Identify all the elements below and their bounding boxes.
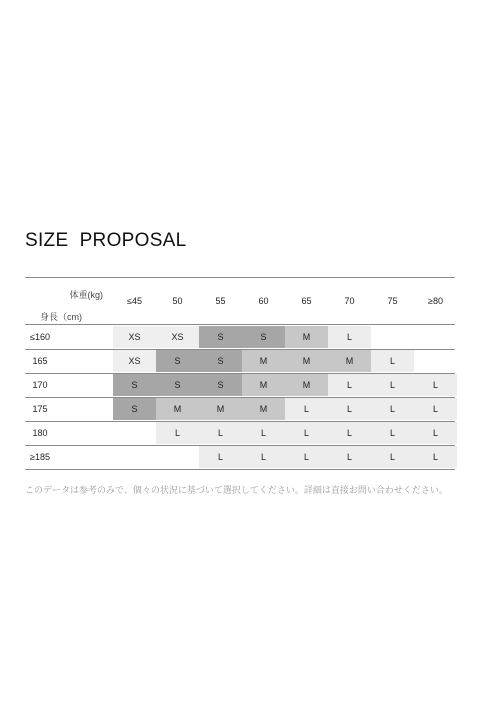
size-cell: L: [242, 422, 285, 444]
weight-header-cell: ≤45: [127, 296, 142, 306]
height-label: ≤160: [30, 332, 50, 342]
weight-header-cell: 70: [344, 296, 355, 306]
size-cell: S: [199, 326, 242, 348]
size-cell: [113, 446, 156, 468]
disclaimer-note: このデータは参考のみで、個々の状況に基づいて選択してください。詳細は直接お問い合わせください。: [25, 485, 448, 495]
table-row: [25, 398, 455, 420]
size-cell: L: [328, 422, 371, 444]
size-cell: L: [156, 422, 199, 444]
size-cell: S: [113, 374, 156, 396]
header-rule: [25, 324, 455, 325]
size-cell: M: [242, 374, 285, 396]
size-cell: M: [199, 398, 242, 420]
size-cell: S: [199, 350, 242, 372]
table-row: [25, 446, 455, 468]
size-cell: L: [414, 374, 457, 396]
table-row: [25, 350, 455, 372]
size-cell: S: [113, 398, 156, 420]
size-cell: L: [414, 422, 457, 444]
weight-header-cell: 55: [215, 296, 226, 306]
height-label: ≥185: [30, 452, 50, 462]
weight-header-cell: 75: [387, 296, 398, 306]
size-cell: L: [414, 446, 457, 468]
size-cell: [371, 326, 414, 348]
weight-header-label: 体重(kg): [69, 290, 103, 300]
size-cell: M: [156, 398, 199, 420]
height-label: 180: [32, 428, 48, 438]
size-cell: L: [242, 446, 285, 468]
size-cell: L: [328, 398, 371, 420]
size-cell: L: [371, 446, 414, 468]
size-cell: [414, 326, 457, 348]
size-cell: [113, 422, 156, 444]
size-cell: L: [285, 398, 328, 420]
size-cell: XS: [113, 350, 156, 372]
size-cell: L: [371, 350, 414, 372]
size-cell: S: [199, 374, 242, 396]
table-row: [25, 374, 455, 396]
size-cell: M: [328, 350, 371, 372]
size-cell: M: [242, 350, 285, 372]
table-row: [25, 326, 455, 348]
page-title: SIZE PROPOSAL: [25, 230, 187, 251]
size-cell: XS: [156, 326, 199, 348]
height-label: 165: [32, 356, 48, 366]
size-cell: L: [328, 326, 371, 348]
size-cell: S: [156, 350, 199, 372]
size-cell: L: [328, 446, 371, 468]
size-cell: M: [242, 398, 285, 420]
weight-header-cell: 60: [258, 296, 269, 306]
weight-header-cell: 65: [301, 296, 312, 306]
row-rule: [25, 469, 455, 470]
size-cell: M: [285, 374, 328, 396]
height-label: 170: [32, 380, 48, 390]
size-cell: S: [242, 326, 285, 348]
height-label: 175: [32, 404, 48, 414]
size-cell: M: [285, 326, 328, 348]
size-cell: [156, 446, 199, 468]
table-row: [25, 422, 455, 444]
height-header-label: 身長（cm): [40, 312, 82, 322]
size-cell: L: [199, 422, 242, 444]
weight-header-cell: ≥80: [428, 296, 443, 306]
size-cell: [414, 350, 457, 372]
size-cell: M: [285, 350, 328, 372]
weight-header-cell: 50: [172, 296, 183, 306]
size-cell: XS: [113, 326, 156, 348]
size-cell: S: [156, 374, 199, 396]
size-cell: L: [371, 374, 414, 396]
size-cell: L: [285, 422, 328, 444]
size-cell: L: [414, 398, 457, 420]
size-cell: L: [371, 422, 414, 444]
size-cell: L: [328, 374, 371, 396]
size-cell: L: [199, 446, 242, 468]
table-top-rule: [25, 277, 455, 278]
size-cell: L: [285, 446, 328, 468]
size-cell: L: [371, 398, 414, 420]
